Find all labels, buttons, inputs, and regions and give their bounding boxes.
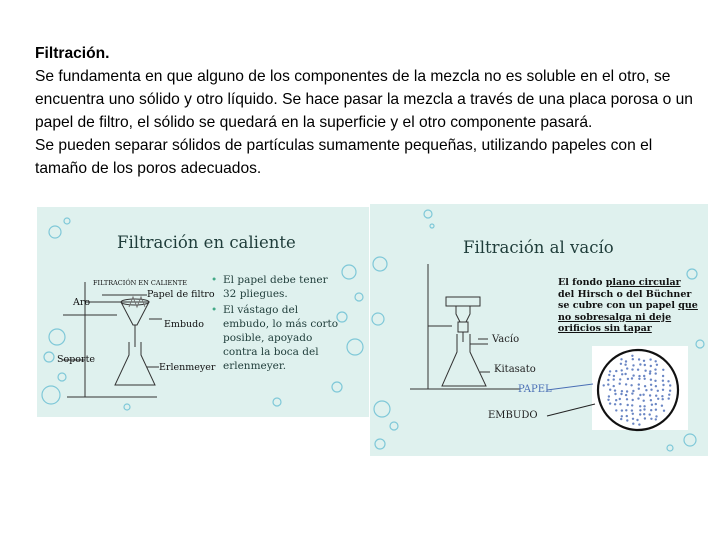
filter-dot bbox=[655, 385, 657, 387]
filter-dot bbox=[637, 369, 639, 371]
filter-dot bbox=[655, 415, 657, 417]
filter-dot bbox=[624, 364, 626, 366]
filter-dot bbox=[609, 389, 611, 391]
filter-dot bbox=[655, 395, 657, 397]
filter-dot bbox=[655, 360, 657, 362]
filter-dot bbox=[637, 397, 639, 399]
filter-dot bbox=[638, 375, 640, 377]
filter-dot bbox=[631, 355, 633, 357]
filter-dot bbox=[621, 415, 623, 417]
filter-dot bbox=[649, 358, 651, 360]
filter-dot bbox=[631, 377, 633, 379]
paragraph-2: Se pueden separar sólidos de partículas sumamente pequeñas, utilizando papeles con el tamaño de los poros adecuados. bbox=[35, 137, 653, 177]
filter-dot bbox=[639, 413, 641, 415]
section-heading: Filtración. bbox=[35, 45, 110, 62]
paragraph-1: Se fundamenta en que alguno de los componentes de la mezcla no es soluble en el otro, se encuentra uno sólido y otro líquido. Se hace pasar la mezcla a través de una placa porosa o un papel de filtro, el sólido se quedará en la superficie y el otro componente pasará. bbox=[35, 68, 693, 131]
filter-dot bbox=[608, 395, 610, 397]
filter-dot bbox=[649, 370, 651, 372]
filter-dot bbox=[621, 390, 623, 392]
filter-dot bbox=[654, 368, 656, 370]
filter-dot bbox=[639, 394, 641, 396]
filter-dot bbox=[654, 380, 656, 382]
filter-dot bbox=[631, 404, 633, 406]
filter-dot bbox=[642, 394, 644, 396]
filter-dot bbox=[668, 397, 670, 399]
label-erlenmeyer: Erlenmeyer bbox=[159, 362, 216, 373]
filter-dot bbox=[655, 409, 657, 411]
filter-dot bbox=[631, 368, 633, 370]
filter-dot bbox=[643, 400, 645, 402]
filter-dot bbox=[643, 360, 645, 362]
filter-dot bbox=[669, 384, 671, 386]
filter-dot bbox=[615, 370, 617, 372]
filter-dot bbox=[639, 405, 641, 407]
filter-dot bbox=[632, 423, 634, 425]
filter-dot bbox=[661, 405, 663, 407]
filter-dot bbox=[655, 372, 657, 374]
filter-dot bbox=[619, 378, 621, 380]
filter-dot bbox=[655, 418, 657, 420]
filter-dot bbox=[626, 367, 628, 369]
filter-dot bbox=[624, 373, 626, 375]
vacuum-note: El fondo plano circular del Hirsch o del Büchner se cubre con un papel que no sobresalga ni deje orificios sin tapar bbox=[558, 277, 698, 334]
bullet-item: • El papel debe tener 32 pliegues. bbox=[209, 273, 344, 301]
filter-dot bbox=[650, 409, 652, 411]
filter-dot bbox=[663, 410, 665, 412]
filter-dot bbox=[656, 364, 658, 366]
filter-dot bbox=[662, 380, 664, 382]
filter-dot bbox=[638, 358, 640, 360]
filter-dot bbox=[625, 360, 627, 362]
filter-dot bbox=[638, 378, 640, 380]
hot-filtration-bullets bbox=[209, 273, 344, 375]
filter-dot bbox=[650, 365, 652, 367]
filter-dot bbox=[619, 403, 621, 405]
filter-dot bbox=[632, 358, 634, 360]
filter-dot bbox=[638, 388, 640, 390]
filter-dot bbox=[625, 409, 627, 411]
filter-dot bbox=[638, 423, 640, 425]
filter-dot bbox=[625, 383, 627, 385]
filter-dot bbox=[644, 385, 646, 387]
filter-dot bbox=[621, 369, 623, 371]
filter-dot bbox=[639, 363, 641, 365]
filter-dot bbox=[607, 383, 609, 385]
filter-dot bbox=[620, 418, 622, 420]
bullet-item: • El vástago del embudo, lo más corto posible, apoyado contra la boca del erlenmeyer. bbox=[209, 303, 344, 373]
filter-dot bbox=[608, 374, 610, 376]
slide-right-title: Filtración al vacío bbox=[463, 238, 614, 257]
filter-dot bbox=[620, 393, 622, 395]
filter-dot bbox=[636, 419, 638, 421]
filter-dot bbox=[669, 390, 671, 392]
filter-dot bbox=[614, 393, 616, 395]
label-papel: Papel de filtro bbox=[147, 289, 215, 300]
filter-dot bbox=[662, 398, 664, 400]
filter-dot bbox=[644, 364, 646, 366]
filter-dot bbox=[631, 392, 633, 394]
filter-dot bbox=[620, 358, 622, 360]
filter-dot bbox=[613, 375, 615, 377]
filter-dot bbox=[627, 404, 629, 406]
filter-dot bbox=[644, 378, 646, 380]
filter-dot bbox=[639, 409, 641, 411]
filter-dot bbox=[632, 399, 634, 401]
filter-dot bbox=[626, 390, 628, 392]
filter-dot bbox=[638, 383, 640, 385]
filter-dot bbox=[609, 370, 611, 372]
filter-dot bbox=[626, 398, 628, 400]
filter-dot bbox=[632, 374, 634, 376]
filter-dot bbox=[609, 402, 611, 404]
filter-dot bbox=[625, 394, 627, 396]
filter-dot bbox=[626, 419, 628, 421]
filter-dot bbox=[650, 379, 652, 381]
filter-dot bbox=[657, 398, 659, 400]
filter-dot bbox=[613, 385, 615, 387]
filter-dot bbox=[619, 398, 621, 400]
filter-dot bbox=[650, 384, 652, 386]
filter-dot bbox=[651, 404, 653, 406]
label-embudo-vacuum: EMBUDO bbox=[488, 410, 538, 421]
label-embudo: Embudo bbox=[164, 319, 204, 330]
filter-dot bbox=[643, 413, 645, 415]
filter-dot bbox=[607, 379, 609, 381]
filter-dot bbox=[650, 418, 652, 420]
filter-dot bbox=[643, 405, 645, 407]
filter-dot bbox=[613, 378, 615, 380]
filter-dot bbox=[662, 369, 664, 371]
filter-dot bbox=[649, 413, 651, 415]
filter-dot bbox=[644, 370, 646, 372]
filter-dot bbox=[621, 409, 623, 411]
filter-dot bbox=[615, 409, 617, 411]
filter-dot bbox=[626, 415, 628, 417]
slide-hot-filtration bbox=[37, 207, 369, 417]
filter-dot bbox=[632, 364, 634, 366]
filter-dot bbox=[614, 403, 616, 405]
filter-dot bbox=[619, 383, 621, 385]
label-vacio: Vacío bbox=[492, 334, 520, 345]
filter-dot bbox=[662, 389, 664, 391]
filter-dot bbox=[643, 408, 645, 410]
filter-dot bbox=[650, 389, 652, 391]
filter-dot bbox=[662, 375, 664, 377]
diagram-caption: FILTRACIÓN EN CALIENTE bbox=[93, 279, 187, 287]
filter-dot bbox=[607, 399, 609, 401]
papel-arrows bbox=[545, 382, 605, 422]
filter-dot bbox=[620, 363, 622, 365]
filter-dot bbox=[649, 394, 651, 396]
filter-dot bbox=[621, 373, 623, 375]
filter-dot bbox=[668, 394, 670, 396]
slide-left-title: Filtración en caliente bbox=[117, 233, 296, 252]
filter-dot bbox=[662, 384, 664, 386]
filter-dot bbox=[667, 380, 669, 382]
filter-dot bbox=[632, 418, 634, 420]
filter-dot bbox=[661, 395, 663, 397]
filter-dot bbox=[615, 399, 617, 401]
filter-dot bbox=[649, 372, 651, 374]
filter-dot bbox=[655, 403, 657, 405]
filter-dot bbox=[627, 378, 629, 380]
filter-dot bbox=[632, 390, 634, 392]
main-text bbox=[35, 42, 695, 180]
label-aro: Aro bbox=[73, 297, 91, 308]
filter-dot bbox=[643, 375, 645, 377]
slide-vacuum-filtration bbox=[370, 204, 708, 456]
filter-dot bbox=[614, 389, 616, 391]
filter-dot bbox=[657, 390, 659, 392]
filter-dot bbox=[650, 399, 652, 401]
label-kitasato: Kitasato bbox=[494, 364, 536, 375]
label-papel-vacuum: PAPEL bbox=[518, 384, 552, 395]
filter-dot bbox=[644, 417, 646, 419]
filter-dot bbox=[630, 384, 632, 386]
filter-dot bbox=[631, 409, 633, 411]
filter-dot bbox=[632, 413, 634, 415]
label-soporte: Soporte bbox=[57, 354, 96, 365]
filter-dot bbox=[645, 389, 647, 391]
